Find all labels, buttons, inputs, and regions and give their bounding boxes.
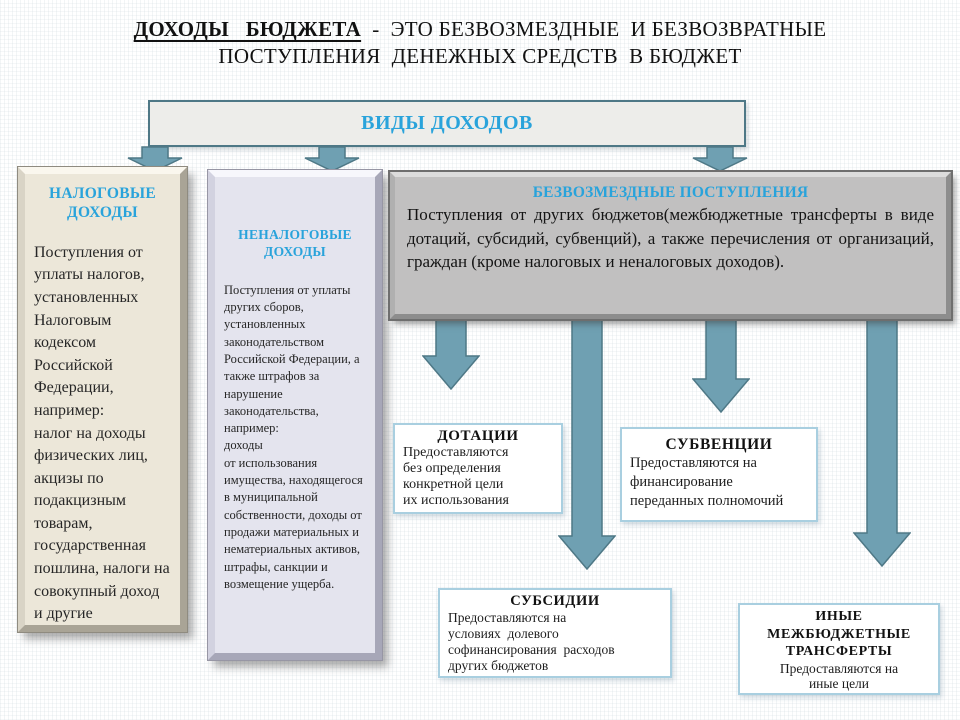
panel-gratuitous-title: БЕЗВОЗМЕЗДНЫЕ ПОСТУПЛЕНИЯ — [532, 184, 809, 201]
box-dotacii — [393, 423, 563, 514]
panel-nontax-title: НЕНАЛОГОВЫЕ ДОХОДЫ — [238, 227, 352, 259]
box-subsidii-body: Предоставляются на условиях долевого софинансирования расходов других бюджетов — [448, 610, 615, 673]
panel-gratuitous-receipts — [390, 172, 951, 319]
panel-tax-body: Поступления от уплаты налогов, установленных Налоговым кодексом Российской Федерации, например: налог на доходы физических лиц, акцизы по подакцизным товарам, государственная пошлина, налоги на совокупный доход и другие — [34, 243, 170, 623]
box-subsidii — [438, 588, 672, 678]
box-inye-transferty — [738, 603, 940, 695]
down-arrow-icon — [853, 318, 911, 567]
box-inye-body: Предоставляются на иные цели — [779, 660, 899, 691]
panel-gratuitous-body: Поступления от других бюджетов(межбюджетные трансферты в виде дотаций, субсидий, субвенций), а также перечисления от организаций, граждан (кроме налоговых и неналоговых доходов). — [407, 205, 934, 272]
panel-nontax-income — [208, 170, 382, 660]
panel-nontax-body: Поступления от уплаты других сборов, установленных законодательством Российской Федерации, а также штрафов за нарушение законодательства, например: доходы от использования имущества, находящегося в муниципальной собственности, доходы от продажи материальных и нематериальных активов, штрафы, санкции и возмещение ущерба. — [224, 282, 363, 591]
down-arrow-icon — [692, 318, 750, 413]
panel-tax-income — [18, 167, 187, 632]
down-arrow-icon — [558, 318, 616, 570]
title-line2: ПОСТУПЛЕНИЯ ДЕНЕЖНЫХ СРЕДСТВ В БЮДЖЕТ — [218, 44, 742, 68]
page-title — [40, 16, 920, 70]
title-line1-rest: - ЭТО БЕЗВОЗМЕЗДНЫЕ И БЕЗВОЗВРАТНЫЕ — [361, 17, 827, 41]
box-subvencii-title: СУБВЕНЦИИ — [665, 436, 773, 453]
types-of-income-header-box — [148, 100, 746, 147]
down-arrow-icon — [422, 318, 480, 390]
down-arrow-icon — [692, 146, 748, 172]
box-dotacii-title: ДОТАЦИИ — [437, 428, 519, 444]
types-of-income-label: ВИДЫ ДОХОДОВ — [361, 112, 533, 134]
box-subvencii-body: Предоставляются на финансирование переданных полномочий — [630, 455, 784, 509]
panel-tax-title: НАЛОГОВЫЕ ДОХОДЫ — [49, 185, 156, 222]
down-arrow-icon — [304, 146, 360, 172]
box-inye-title: ИНЫЕ МЕЖБЮДЖЕТНЫЕ ТРАНСФЕРТЫ — [767, 609, 911, 659]
box-subsidii-title: СУБСИДИИ — [510, 593, 600, 609]
box-dotacii-body: Предоставляются без определения конкретной цели их использования — [403, 445, 509, 508]
title-term: ДОХОДЫ БЮДЖЕТА — [133, 17, 362, 41]
box-subvencii — [620, 427, 818, 522]
